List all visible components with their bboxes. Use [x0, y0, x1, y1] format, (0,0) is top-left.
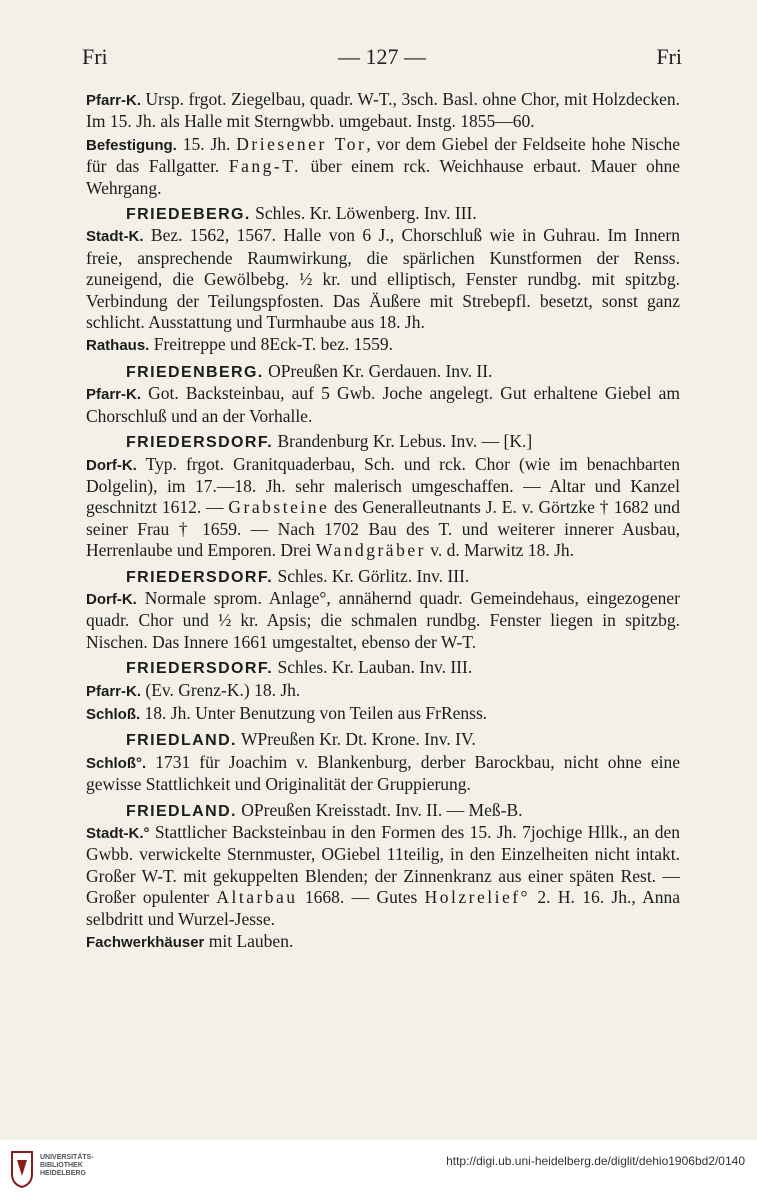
emphasized-term: Wandgräber — [315, 540, 426, 561]
entry-paragraph — [86, 383, 680, 427]
entry-text: 18. Jh. Unter Benutzung von Teilen aus FrRenss. — [140, 702, 488, 723]
entry-text: Got. Backsteinbau, auf 5 Gwb. Joche angelegt. Gut erhaltene Giebel am Chorschluß und an der Vorhalle. — [86, 383, 680, 426]
place-name: FRIEDENBERG. — [126, 363, 264, 381]
entry-paragraph — [86, 680, 680, 702]
entry-label: Dorf-K. — [86, 590, 137, 608]
emphasized-term: Altarbau — [216, 887, 298, 908]
place-info: Schles. Kr. Löwenberg. Inv. III. — [250, 203, 477, 224]
entry-label: Fachwerkhäuser — [86, 934, 205, 952]
page-number: — 127 — — [338, 44, 426, 69]
entry-paragraph — [86, 334, 680, 356]
entry-paragraph — [86, 588, 680, 653]
place-heading — [86, 203, 680, 225]
entry-text: Typ. frgot. Granitquaderbau, Sch. und rck. Chor (wie im benachbarten Dolgelin), im 17.—18. Jh. sehr malerisch umgeschaffen. — Altar und Kanzel geschnitzt 1612. — — [86, 453, 680, 518]
place-info: WPreußen Kr. Dt. Krone. Inv. IV. — [236, 729, 476, 750]
library-name-line: UNIVERSITÄTS- — [40, 1154, 94, 1161]
place-name: FRIEDERSDORF. — [126, 434, 274, 452]
entry-label: Pfarr-K. — [86, 92, 142, 109]
entry-paragraph — [86, 225, 680, 333]
entry-text: Stattlicher Backsteinbau in den Formen des 15. Jh. 7jochige Hllk., an den Gwbb. verwickelte Sternmuster, OGiebel 11teilig, in den Einzelheiten nicht intakt. Großer W-T. mit gekuppelten Blenden; der Zinnenkranz aus einer späten Rest. — Großer opulenter — [86, 822, 680, 908]
entry-text: 1668. — Gutes — [297, 887, 425, 908]
header-right: Fri — [656, 44, 682, 69]
entry-label: Dorf-K. — [86, 456, 137, 474]
entry-label: Pfarr-K. — [86, 682, 142, 700]
entry-label: Schloß. — [86, 705, 141, 723]
entry-paragraph — [86, 703, 680, 725]
entry-label: Schloß°. — [86, 754, 147, 772]
emphasized-term: Grabsteine — [228, 497, 330, 518]
entry-label: Pfarr-K. — [86, 386, 142, 404]
place-heading — [86, 657, 680, 679]
entry-label: Stadt-K.° — [86, 825, 150, 842]
library-name-line: BIBLIOTHEK — [40, 1162, 83, 1169]
emphasized-term: Fang-T. — [228, 156, 301, 177]
emphasized-term: Driesener Tor — [236, 133, 367, 154]
entry-text: 1731 für Joachim v. Blankenburg, derber Barockbau, nicht ohne eine gewisse Stattlichkeit und Originalität der Gruppierung. — [86, 751, 680, 795]
place-info: OPreußen Kreisstadt. Inv. II. — Meß-B. — [236, 799, 523, 820]
library-name-line: HEIDELBERG — [40, 1170, 86, 1177]
entry-text: Freitreppe und 8Eck-T. bez. 1559. — [149, 334, 393, 355]
entry-text: des Generalleutnants J. E. v. Görtzke † 1682 und seiner Frau † 1659. — Nach 1702 Bau des T. und weiterer innerer Ausbau, Herrenlaube und Emporen. Drei — [86, 497, 680, 561]
header-left: Fri — [82, 44, 108, 69]
place-info: Schles. Kr. Görlitz. Inv. III. — [273, 565, 470, 586]
emphasized-term: Holzrelief° — [424, 887, 531, 908]
entry-text: über einem rck. Weichhause erbaut. Mauer ohne Wehrgang. — [86, 156, 681, 198]
entry-label: Befestigung. — [86, 136, 177, 154]
entry-paragraph — [86, 752, 680, 796]
place-heading — [86, 566, 680, 588]
place-heading — [86, 431, 680, 453]
place-name: FRIEDLAND. — [126, 802, 237, 820]
entry-paragraph — [86, 454, 680, 562]
source-url-link[interactable]: http://digi.ub.uni-heidelberg.de/diglit/dehio1906bd2/0140 — [446, 1154, 745, 1168]
entry-label: Rathaus. — [86, 337, 150, 355]
entry-paragraph — [86, 89, 680, 133]
body-text — [86, 89, 680, 954]
entry-label: Stadt-K. — [86, 228, 144, 246]
entry-text: v. d. Marwitz 18. Jh. — [425, 540, 575, 561]
place-info: OPreußen Kr. Gerdauen. Inv. II. — [263, 360, 493, 381]
entry-paragraph — [86, 931, 680, 953]
entry-text: 15. Jh. — [176, 133, 237, 154]
place-heading — [86, 729, 680, 751]
library-seal-icon — [8, 1150, 36, 1188]
place-name: FRIEDERSDORF. — [126, 568, 274, 586]
footer-bar — [0, 1140, 757, 1195]
entry-text: Bez. 1562, 1567. Halle von 6 J., Chorschluß wie in Guhrau. Im Innern freie, ansprechende Raumwirkung, die spärlichen Kunstformen der Renss. zuneigend, die Gewölbebg. ½ kr. und elliptisch, Fenster rundbg. mit spitzbg. Verbindung der Teilungspfosten. Das Äußere mit Strebepfl. besetzt, sonst ganz schlicht. Ausstattung und Turmhaube aus 18. Jh. — [86, 225, 680, 333]
place-name: FRIEDLAND. — [126, 732, 237, 750]
entry-text: , vor dem Giebel der Feldseite hohe Nische für das Fallgatter. — [86, 133, 681, 177]
place-info: Schles. Kr. Lauban. Inv. III. — [273, 657, 473, 678]
place-name: FRIEDEBERG. — [126, 206, 251, 224]
running-header — [82, 44, 682, 74]
place-heading — [86, 361, 680, 383]
library-name — [40, 1154, 94, 1178]
entry-text: (Ev. Grenz-K.) 18. Jh. — [141, 679, 301, 700]
entry-text: Normale sprom. Anlage°, annähernd quadr. Gemeindehaus, eingezogener quadr. Chor und ½ kr. Apsis; die schmalen rundbg. Fenster liegen in spitzbg. Nischen. Das Innere 1661 umgestaltet, ebenso der W-T. — [86, 587, 680, 652]
place-heading — [86, 800, 680, 822]
entry-text: mit Lauben. — [204, 931, 294, 952]
place-name: FRIEDERSDORF. — [126, 660, 274, 678]
entry-text: Ursp. frgot. Ziegelbau, quadr. W-T., 3sch. Basl. ohne Chor, mit Holzdecken. Im 15. Jh. als Halle mit Sterngwbb. umgebaut. Instg. 1855—60. — [86, 89, 680, 132]
entry-text: 2. H. 16. Jh., Anna selbdritt und Wurzel-Jesse. — [86, 887, 681, 929]
entry-paragraph — [86, 822, 680, 930]
entry-paragraph — [86, 134, 680, 199]
place-info: Brandenburg Kr. Lebus. Inv. — [K.] — [273, 431, 533, 452]
library-logo[interactable] — [8, 1150, 118, 1190]
